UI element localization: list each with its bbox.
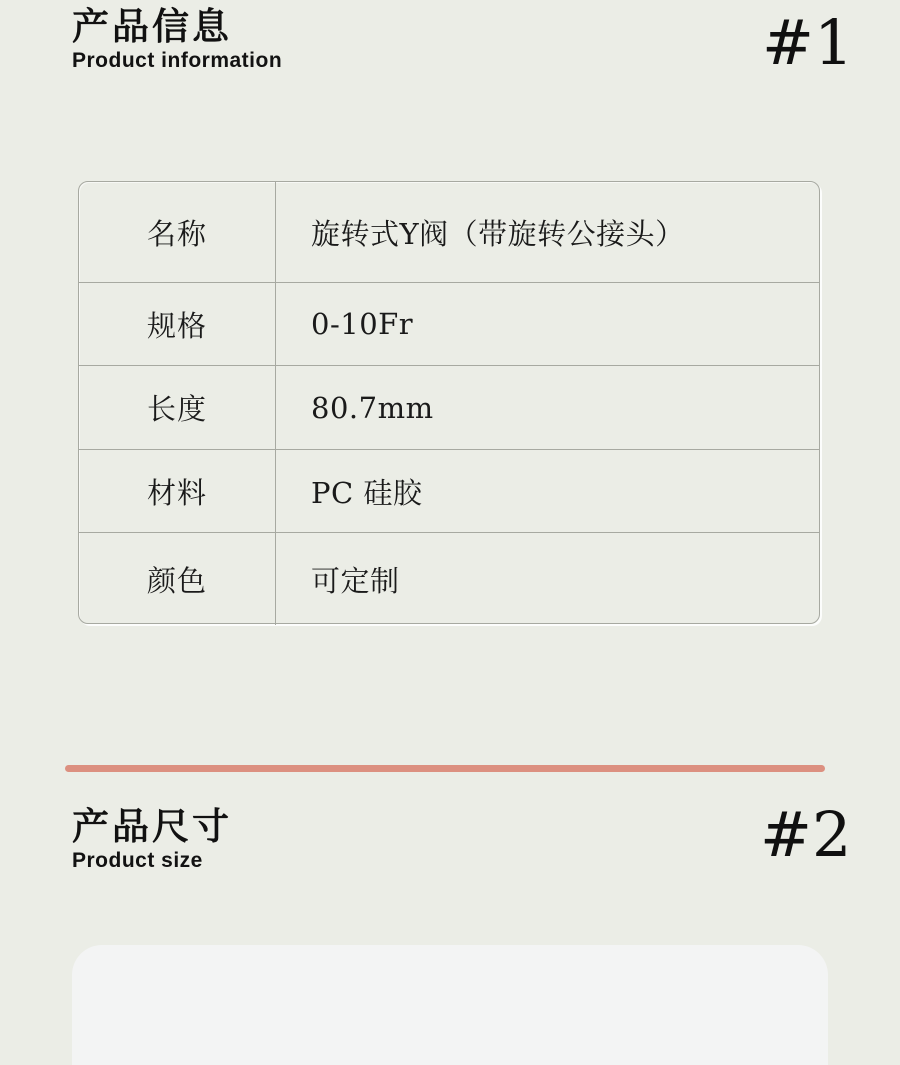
product-info-header	[72, 6, 832, 73]
product-spec-table	[78, 181, 820, 624]
section2-title-en: Product size	[72, 848, 203, 872]
spec-row-label-specification: 规格	[79, 283, 276, 366]
section2-index-badge: #2	[760, 798, 852, 871]
spec-row-value-material: PC 硅胶	[276, 450, 819, 533]
section1-index-badge: #1	[762, 6, 854, 79]
section2-title-zh: 产品尺寸	[72, 804, 232, 848]
product-size-card	[72, 945, 828, 1065]
section-divider-line	[65, 765, 825, 772]
spec-row-value-color: 可定制	[311, 563, 400, 598]
product-size-header	[72, 806, 832, 873]
spec-row-label-length: 长度	[79, 366, 276, 450]
spec-row-label-color: 颜色	[79, 533, 276, 625]
section1-title-en: Product information	[72, 48, 283, 72]
spec-row-value-length: 80.7mm	[276, 366, 819, 450]
spec-row-value-name: 旋转式Y阀（带旋转公接头）	[276, 182, 819, 283]
spec-row-value-specification: 0-10Fr	[276, 283, 819, 366]
section1-title-zh: 产品信息	[72, 4, 232, 48]
spec-row-label-name: 名称	[79, 182, 276, 283]
spec-row-label-material: 材料	[79, 450, 276, 533]
